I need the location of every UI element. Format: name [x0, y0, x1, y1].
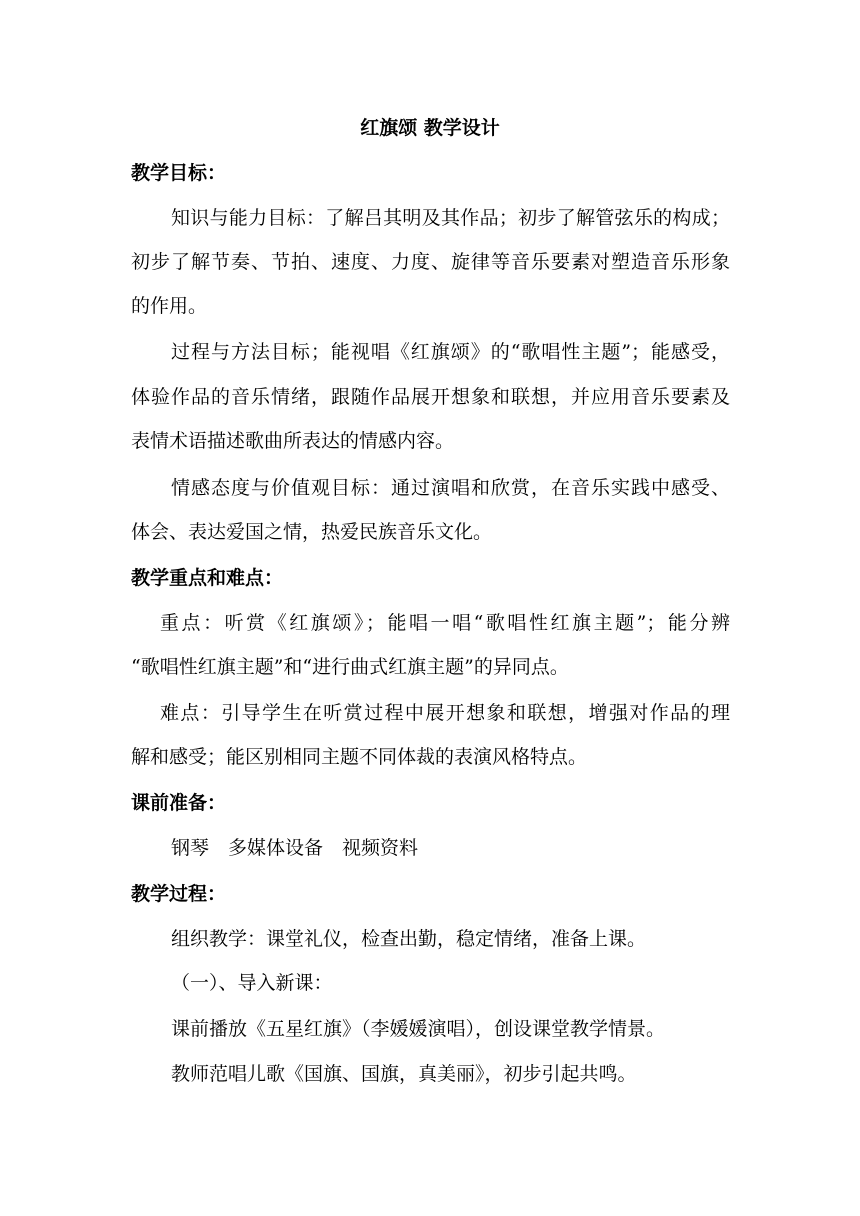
difficulty-line-1: 难点：引导学生在听赏过程中展开想象和联想，增强对作品的理 — [160, 702, 730, 724]
knowledge-line-1: 知识与能力目标：了解吕其明及其作品；初步了解管弦乐的构成； — [171, 207, 730, 229]
preparation-heading: 课前准备： — [131, 792, 227, 814]
difficulty-line-2: 解和感受；能区别相同主题不同体裁的表演风格特点。 — [131, 746, 588, 768]
document-title: 红旗颂 教学设计 — [360, 117, 500, 139]
focus-line-2: “歌唱性红旗主题”和“进行曲式红旗主题”的异同点。 — [131, 656, 569, 678]
emotion-line-2: 体会、表达爱国之情，热爱民族音乐文化。 — [131, 521, 493, 543]
intro-line-2: 教师范唱儿歌《国旗、国旗，真美丽》，初步引起共鸣。 — [171, 1063, 637, 1085]
process-heading: 教学过程： — [131, 883, 227, 905]
focus-line-1: 重点：听赏《红旗颂》；能唱一唱“歌唱性红旗主题”；能分辨 — [160, 612, 730, 634]
process-line-1: 过程与方法目标；能视唱《红旗颂》的“歌唱性主题”；能感受， — [171, 341, 730, 363]
knowledge-line-3: 的作用。 — [131, 295, 208, 317]
preparation-items: 钢琴 多媒体设备 视频资料 — [171, 837, 419, 859]
intro-heading: （一）、导入新课： — [171, 972, 333, 994]
objectives-heading: 教学目标： — [131, 162, 227, 184]
emotion-line-1: 情感态度与价值观目标：通过演唱和欣赏，在音乐实践中感受、 — [171, 477, 730, 499]
key-points-heading: 教学重点和难点： — [131, 567, 284, 589]
knowledge-line-2: 初步了解节奏、节拍、速度、力度、旋律等音乐要素对塑造音乐形象 — [131, 251, 730, 273]
organize-line: 组织教学：课堂礼仪，检查出勤，稳定情绪，准备上课。 — [171, 928, 647, 950]
process-line-3: 表情术语描述歌曲所表达的情感内容。 — [131, 430, 455, 452]
intro-line-1: 课前播放《五星红旗》（李媛媛演唱），创设课堂教学情景。 — [171, 1018, 666, 1040]
process-line-2: 体验作品的音乐情绪，跟随作品展开想象和联想，并应用音乐要素及 — [131, 386, 730, 408]
